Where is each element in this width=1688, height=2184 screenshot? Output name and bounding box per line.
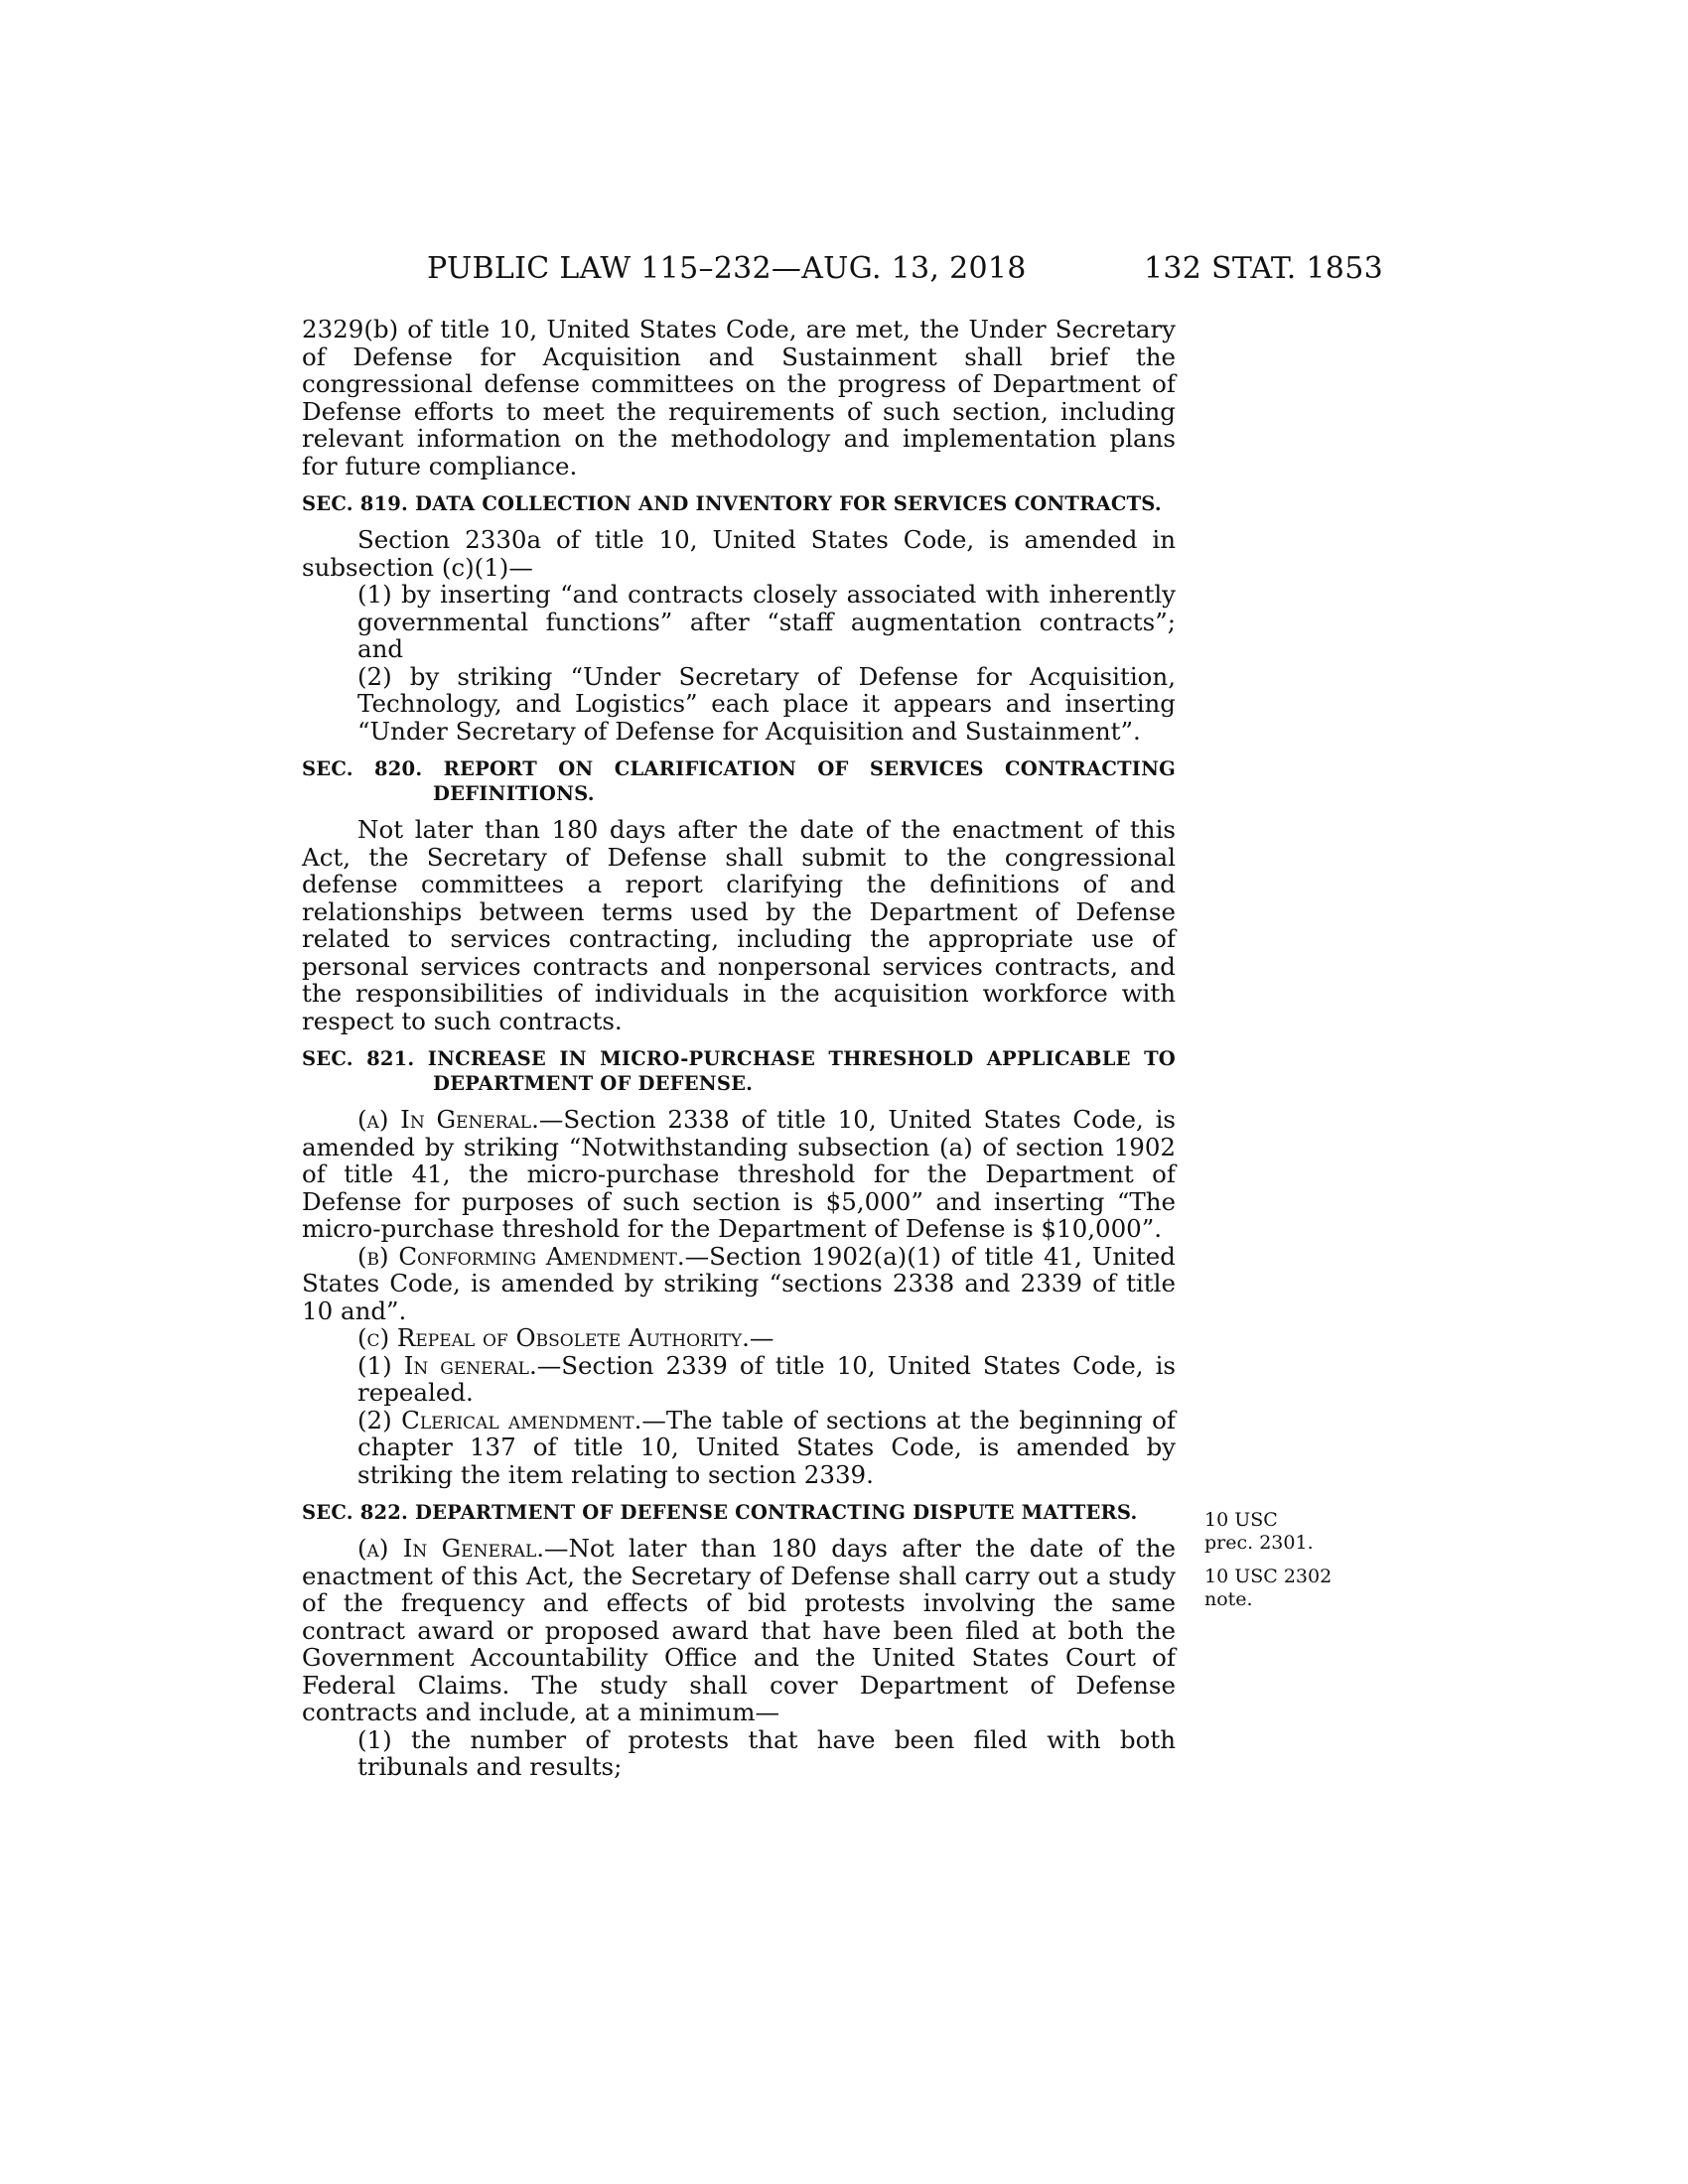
margin-note-line: note. (1204, 1588, 1253, 1610)
section-822-a-label: (a) In General.— (357, 1534, 569, 1563)
subsection-c-label: (c) Repeal of Obsolete Authority.— (357, 1323, 774, 1352)
section-819-heading: SEC. 819. DATA COLLECTION AND INVENTORY FOR SERVICES CONTRACTS. (302, 492, 1162, 515)
subsection-b-text: Section 1902(a)(1) of title 41, United States Code, is amended by striking “sections 2338 and 2339 of title 10 and”. (302, 1241, 1176, 1325)
page-stat-number: 132 STAT. 1853 (1144, 251, 1383, 286)
subsection-a-text: Section 2338 of title 10, United States Code, is amended by striking “Notwithstanding subsection (a) of section 1902 of title 41, the micro-purchase threshold for the Department of Defense for purposes of such section is $5,000” and inserting “The micro-purchase threshold for the Department of Defense is $10,000”. (302, 1105, 1176, 1243)
section-822-subsection-a (302, 1535, 1176, 1726)
margin-note-10-usc-prec (1204, 1509, 1314, 1555)
section-821-subsection-a (302, 1106, 1176, 1243)
section-821-paragraph-c1 (302, 1352, 1176, 1407)
section-822-a-text: Not later than 180 days after the date of the enactment of this Act, the Secretary of Defense shall carry out a study of the frequency and effects of bid protests involving the same contract award or proposed award that have been filed at both the Government Accountability Office and the United States Court of Federal Claims. The study shall cover Department of Defense contracts and include, at a minimum— (302, 1534, 1176, 1726)
subsection-a-label: (a) In General.— (357, 1105, 564, 1134)
section-819-item-2: (2) by striking “Under Secretary of Defense for Acquisition, Technology, and Logistics” each place it appears and inserting “Under Secretary of Defense for Acquisition and Sustainment”. (357, 661, 1176, 746)
section-821-subsection-c (302, 1324, 1176, 1352)
margin-note-line: 10 USC (1204, 1509, 1278, 1531)
paragraph-c1-label: (1) In general.— (357, 1350, 562, 1380)
section-819-item-1: (1) by inserting “and contracts closely associated with inherently governmental functions” after “staff augmentation contracts”; and (357, 580, 1176, 663)
section-821-paragraph-c2 (302, 1407, 1176, 1489)
subsection-b-label: (b) Conforming Amendment.— (357, 1241, 710, 1271)
section-822-item-1: (1) the number of protests that have been filed with both tribunals and results; (357, 1724, 1176, 1781)
paragraph-c2-text: The table of sections at the beginning of chapter 137 of title 10, United States Code, is amended by striking the item relating to section 2339. (357, 1405, 1177, 1489)
paragraph-c1-text: Section 2339 of title 10, United States Code, is repealed. (357, 1350, 1176, 1407)
running-header-title: PUBLIC LAW 115–232—AUG. 13, 2018 (427, 251, 1027, 286)
section-822-heading: SEC. 822. DEPARTMENT OF DEFENSE CONTRACTING DISPUTE MATTERS. (302, 1501, 1138, 1524)
margin-note-10-usc-2302 (1204, 1566, 1332, 1611)
paragraph-c2-label: (2) Clerical amendment.— (357, 1405, 666, 1434)
section-821-heading: SEC. 821. INCREASE IN MICRO-PURCHASE THRESHOLD APPLICABLE TO DEPARTMENT OF DEFENSE. (302, 1047, 1176, 1095)
section-820-heading: SEC. 820. REPORT ON CLARIFICATION OF SERVICES CONTRACTING DEFINITIONS. (302, 757, 1176, 805)
document-body (302, 316, 1176, 1781)
intro-paragraph: 2329(b) of title 10, United States Code, are met, the Under Secretary of Defense for Acquisition and Sustainment shall brief the congressional defense committees on the progress of Department of Defense efforts to meet the requirements of such section, including relevant information on the methodology and implementation plans for future compliance. (302, 315, 1176, 480)
section-821-subsection-b (302, 1243, 1176, 1325)
margin-note-line: 10 USC 2302 (1204, 1566, 1333, 1587)
margin-note-line: prec. 2301. (1204, 1532, 1314, 1554)
section-820-text: Not later than 180 days after the date of the enactment of this Act, the Secretary of Defense shall submit to the congressional defense committees a report clarifying the definitions of and relationships between terms used by the Department of Defense related to services contracting, including the appropriate use of personal services contracts and nonpersonal services contracts, and the responsibilities of individuals in the acquisition workforce with respect to such contracts. (302, 815, 1176, 1035)
section-819-text: Section 2330a of title 10, United States Code, is amended in subsection (c)(1)— (302, 525, 1176, 582)
